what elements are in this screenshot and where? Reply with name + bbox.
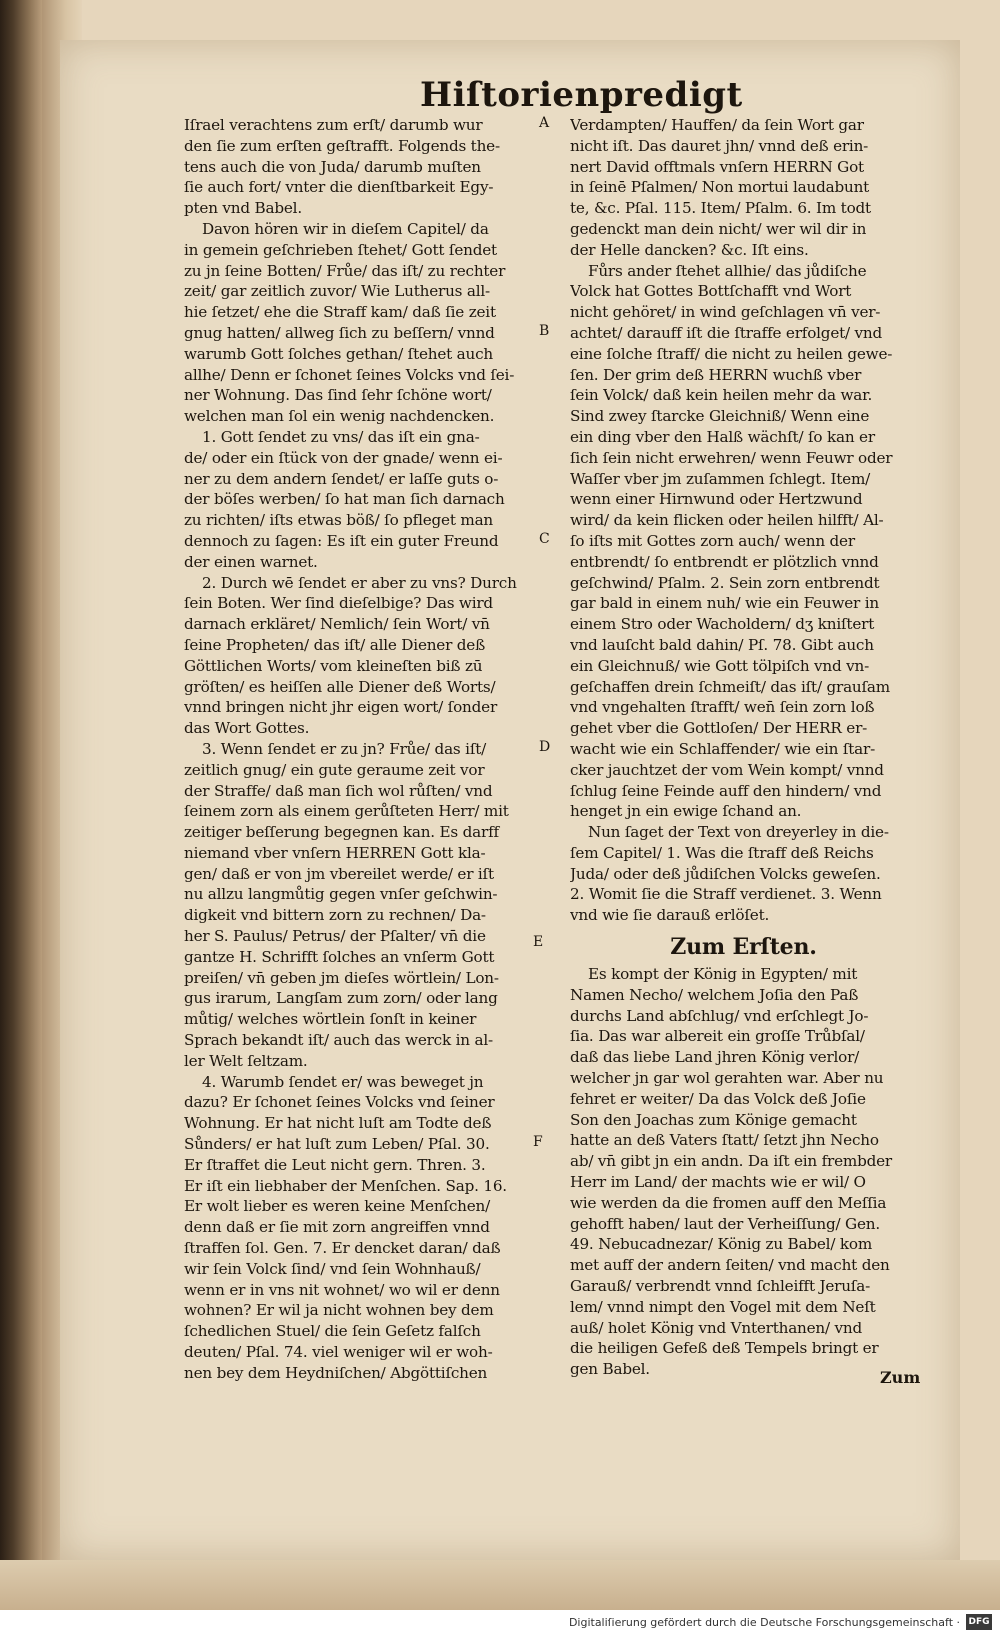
text-line: ſeine Propheten/ das iſt/ alle Diener deß — [184, 635, 486, 654]
text-line: dazu? Er ſchonet ſeines Volcks vnd ſeiner — [184, 1093, 495, 1112]
text-line: wie werden da die fromen auff den Meſſia — [570, 1193, 887, 1212]
text-line: auß/ holet König vnd Vnterthanen/ vnd — [570, 1318, 863, 1337]
text-line: nu allzu langmůtig gegen vnſer geſchwin- — [184, 885, 498, 904]
text-line: zu richten/ iſts etwas böß/ ſo pfleget man — [184, 511, 494, 530]
text-line: te, &c. Pſal. 115. Item/ Pſalm. 6. Im todt — [570, 199, 871, 218]
text-line: nert David offtmals vnſern HERRN Got — [570, 157, 864, 176]
text-line: Sůnders/ er hat luſt zum Leben/ Pſal. 30. — [184, 1135, 490, 1154]
text-line: Göttlichen Worts/ vom kleineſten biß zū — [184, 656, 483, 675]
text-line: Juda/ oder deß jůdiſchen Volcks geweſen. — [570, 864, 881, 883]
text-line: henget jn ein ewige ſchand an. — [570, 802, 802, 821]
text-line: Volck hat Gottes Bottſchafft vnd Wort — [570, 282, 852, 301]
dfg-logo: DFG — [966, 1614, 992, 1630]
text-line: můtig/ welches wörtlein ſonſt in keiner — [184, 1010, 477, 1029]
text-line: daß das liebe Land jhren König verlor/ — [570, 1048, 860, 1067]
text-line: fehret er weiter/ Da das Volck deß Joſie — [570, 1089, 866, 1108]
text-line: Er iſt ein liebhaber der Menſchen. Sap. 16. — [184, 1176, 507, 1195]
text-line: eine ſolche ſtraff/ die nicht zu heilen gewe- — [570, 344, 893, 363]
footer-credit: Digitaliſierung gefördert durch die Deutsche Forschungsgemeinschaft · — [568, 1616, 960, 1629]
text-line: ſein Boten. Wer ſind dieſelbige? Das wird — [184, 594, 493, 613]
bottom-page-edge — [0, 1560, 1000, 1610]
text-line: nen bey dem Heydniſchen/ Abgöttiſchen — [184, 1363, 488, 1382]
text-line: achtet/ darauff iſt die ſtraffe erfolget/ vnd — [570, 323, 883, 342]
text-line: ſia. Das war albereit ein groſſe Trůbſal/ — [570, 1027, 865, 1046]
text-line: einem Stro oder Wacholdern/ dʒ kniſtert — [570, 615, 875, 634]
section-heading: Zum Erſten. — [670, 934, 817, 961]
margin-mark-a: A — [539, 115, 550, 131]
text-line: ſtraffen ſol. Gen. 7. Er dencket daran/ daß — [184, 1239, 501, 1258]
text-line: in gemein geſchrieben ſtehet/ Gott ſendet — [184, 240, 497, 259]
text-line: zeitlich gnug/ ein gute geraume zeit vor — [184, 760, 485, 779]
text-line: wacht wie ein Schlaffender/ wie ein ſtar- — [570, 739, 876, 758]
text-line: 1. Gott ſendet zu vns/ das iſt ein gna- — [202, 427, 480, 446]
text-line: nicht iſt. Das dauret jhn/ vnnd deß erin- — [570, 136, 869, 155]
book-spine — [0, 0, 42, 1610]
text-line: wenn er in vns nit wohnet/ wo wil er denn — [184, 1280, 500, 1299]
text-line: ab/ vn̄ gibt jn ein andn. Da iſt ein frembder — [570, 1152, 892, 1171]
text-line: vnd vngehalten ſtrafft/ wen̄ ſein zorn loß — [570, 698, 875, 717]
text-line: niemand vber vnſern HERREN Gott kla- — [184, 843, 486, 862]
running-title: Hiſtorienpredigt — [420, 75, 743, 115]
text-line: 3. Wenn ſendet er zu jn? Frůe/ das iſt/ — [202, 739, 487, 758]
text-line: Namen Necho/ welchem Joſia den Paß — [570, 985, 859, 1004]
text-line: nicht gehöret/ in wind geſchlagen vn̄ ver- — [570, 303, 881, 322]
text-line: ſein Volck/ daß kein heilen mehr da war. — [570, 386, 873, 405]
text-line: vnnd bringen nicht jhr eigen wort/ ſonder — [184, 698, 497, 717]
text-line: ein Gleichnuß/ wie Gott tölpiſch vnd vn- — [570, 656, 870, 675]
text-line: hatte an deß Vaters ſtatt/ ſetzt jhn Necho — [570, 1131, 879, 1150]
text-line: Es kompt der König in Egypten/ mit — [588, 965, 858, 984]
text-line: Fůrs ander ſtehet allhie/ das jůdiſche — [588, 261, 867, 280]
text-line: ſeinem zorn als einem gerůſteten Herr/ mit — [184, 802, 509, 821]
text-line: der Helle dancken? &c. Iſt eins. — [570, 240, 809, 259]
text-line: Iſrael verachtens zum erſt/ darumb wur — [184, 116, 483, 134]
text-line: wenn einer Hirnwund oder Hertzwund — [570, 490, 863, 509]
text-line: 4. Warumb ſendet er/ was beweget jn — [202, 1072, 484, 1091]
text-line: Er ſtraffet die Leut nicht gern. Thren. 3. — [184, 1155, 486, 1174]
left-text-column — [184, 115, 531, 1384]
text-line: denn daß er ſie mit zorn angreiffen vnnd — [184, 1218, 490, 1237]
right-text-column — [570, 115, 917, 1380]
text-line: Davon hören wir in dieſem Capitel/ da — [202, 219, 489, 238]
text-line: ler Welt ſeltzam. — [184, 1051, 308, 1070]
text-line: gen/ daß er von jm vbereilet werde/ er iſt — [184, 864, 494, 883]
text-line: der böſes werben/ ſo hat man ſich darnach — [184, 490, 505, 509]
text-line: dennoch zu ſagen: Es iſt ein guter Freund — [184, 531, 499, 550]
text-line: gus irarum, Langſam zum zorn/ oder lang — [184, 989, 498, 1008]
text-line: 2. Womit ſie die Straff verdienet. 3. Wenn — [570, 885, 882, 904]
text-line: der einen warnet. — [184, 552, 318, 571]
text-line: ſem Capitel/ 1. Was die ſtraff deß Reichs — [570, 843, 874, 862]
text-line: Sprach bekandt iſt/ auch das werck in al- — [184, 1031, 493, 1050]
text-line: gehofft haben/ laut der Verheiſſung/ Gen. — [570, 1214, 880, 1233]
text-line: cker jauchtzet der vom Wein kompt/ vnnd — [570, 760, 884, 779]
text-line: her S. Paulus/ Petrus/ der Pſalter/ vn̄ die — [184, 927, 486, 946]
text-line: vnd lauſcht bald dahin/ Pſ. 78. Gibt auch — [570, 635, 874, 654]
text-line: die heiligen Gefeß deß Tempels bringt er — [570, 1339, 879, 1358]
text-line: Son den Joachas zum Könige gemacht — [570, 1110, 857, 1129]
text-line: entbrendt/ ſo entbrendt er plötzlich vnnd — [570, 552, 879, 571]
text-line: preiſen/ vn̄ geben jm dieſes wörtlein/ Lon- — [184, 968, 499, 987]
text-line: welcher jn gar wol gerahten war. Aber nu — [570, 1069, 884, 1088]
text-line: welchen man ſol ein wenig nachdencken. — [184, 407, 495, 426]
text-line: met auff der andern ſeiten/ vnd macht den — [570, 1256, 890, 1275]
text-line: pten vnd Babel. — [184, 199, 302, 218]
text-line: Sind zwey ſtarcke Gleichniß/ Wenn eine — [570, 407, 870, 426]
text-line: hie ſetzet/ ehe die Straff kam/ daß ſie zeit — [184, 303, 496, 322]
text-line: gen Babel. — [570, 1360, 650, 1379]
text-line: wird/ da kein flicken oder heilen hilfft/ Al- — [570, 511, 884, 530]
text-line: Verdampten/ Hauffen/ da ſein Wort gar — [570, 116, 864, 134]
margin-mark-c: C — [539, 531, 550, 547]
text-line: warumb Gott ſolches gethan/ ſtehet auch — [184, 344, 493, 363]
text-line: ſich ſein nicht erwehren/ wenn Feuwr oder — [570, 448, 893, 467]
text-line: in ſeinē Pſalmen/ Non mortui laudabunt — [570, 178, 870, 197]
text-line: 2. Durch wē ſendet er aber zu vns? Durch — [202, 573, 517, 592]
text-line: zeit/ gar zeitlich zuvor/ Wie Lutherus all- — [184, 282, 490, 301]
text-line: allhe/ Denn er ſchonet ſeines Volcks vnd ſei- — [184, 365, 515, 384]
text-line: ſchlug ſeine Feinde auff den hindern/ vnd — [570, 781, 882, 800]
text-line: Herr im Land/ der machts wie er wil/ O — [570, 1173, 866, 1192]
text-line: Nun ſaget der Text von dreyerley in die- — [588, 823, 889, 842]
text-line: gantze H. Schrifft ſolches an vnſerm Gott — [184, 947, 495, 966]
text-line: ſie auch fort/ vnter die dienſtbarkeit Egy- — [184, 178, 494, 197]
text-line: wohnen? Er wil ja nicht wohnen bey dem — [184, 1301, 494, 1320]
text-line: geſchaffen drein ſchmeiſt/ das iſt/ grauſam — [570, 677, 890, 696]
text-line: zeitiger beſſerung begegnen kan. Es darff — [184, 823, 499, 842]
text-line: geſchwind/ Pſalm. 2. Sein zorn entbrendt — [570, 573, 880, 592]
text-line: digkeit vnd bittern zorn zu rechnen/ Da- — [184, 906, 486, 925]
text-line: gnug hatten/ allweg ſich zu beſſern/ vnnd — [184, 323, 495, 342]
text-line: Er wolt lieber es weren keine Menſchen/ — [184, 1197, 491, 1216]
text-line: tens auch die von Juda/ darumb muſten — [184, 157, 481, 176]
text-line: darnach erkläret/ Nemlich/ ſein Wort/ vn̄ — [184, 615, 490, 634]
text-line: ein ding vber den Halß wächſt/ ſo kan er — [570, 427, 875, 446]
text-line: ſo iſts mit Gottes zorn auch/ wenn der — [570, 531, 855, 550]
text-line: ner Wohnung. Das ſind ſehr ſchöne wort/ — [184, 386, 492, 405]
text-line: Garauß/ verbrendt vnnd ſchleifft Jeruſa- — [570, 1277, 871, 1296]
text-line: Wohnung. Er hat nicht luſt am Todte deß — [184, 1114, 492, 1133]
text-line: ſen. Der grim deß HERRN wuchß vber — [570, 365, 862, 384]
text-line: 49. Nebucadnezar/ König zu Babel/ kom — [570, 1235, 873, 1254]
margin-mark-d: D — [539, 739, 551, 755]
text-line: ner zu dem andern ſendet/ er laſſe guts o- — [184, 469, 499, 488]
margin-mark-e: E — [533, 934, 544, 950]
catchword: Zum — [880, 1368, 921, 1387]
text-line: durchs Land abſchlug/ vnd erſchlegt Jo- — [570, 1006, 869, 1025]
margin-mark-b: B — [539, 323, 550, 339]
text-line: den ſie zum erſten geſtrafft. Folgends the- — [184, 136, 500, 155]
digitization-footer — [0, 1610, 1000, 1635]
text-line: das Wort Gottes. — [184, 719, 310, 738]
text-line: Waſſer vber jm zuſammen ſchlegt. Item/ — [570, 469, 871, 488]
text-line: deuten/ Pſal. 74. viel weniger wil er woh- — [184, 1343, 493, 1362]
text-line: gar bald in einem nuh/ wie ein Feuwer in — [570, 594, 879, 613]
text-line: gehet vber die Gottloſen/ Der HERR er- — [570, 719, 868, 738]
text-line: der Straffe/ daß man ſich wol růſten/ vnd — [184, 781, 493, 800]
text-line: gröſten/ es heiſſen alle Diener deß Worts/ — [184, 677, 496, 696]
text-line: de/ oder ein ſtück von der gnade/ wenn ei- — [184, 448, 503, 467]
text-line: zu jn ſeine Botten/ Frůe/ das iſt/ zu rechter — [184, 261, 506, 280]
text-line: vnd wie ſie darauß erlöſet. — [570, 906, 770, 925]
margin-mark-f: F — [533, 1134, 543, 1150]
text-line: lem/ vnnd nimpt den Vogel mit dem Neſt — [570, 1297, 876, 1316]
text-line: ſchedlichen Stuel/ die ſein Geſetz falſch — [184, 1322, 481, 1341]
text-line: wir ſein Volck ſind/ vnd ſein Wohnhauß/ — [184, 1259, 481, 1278]
text-line: gedenckt man dein nicht/ wer wil dir in — [570, 219, 867, 238]
